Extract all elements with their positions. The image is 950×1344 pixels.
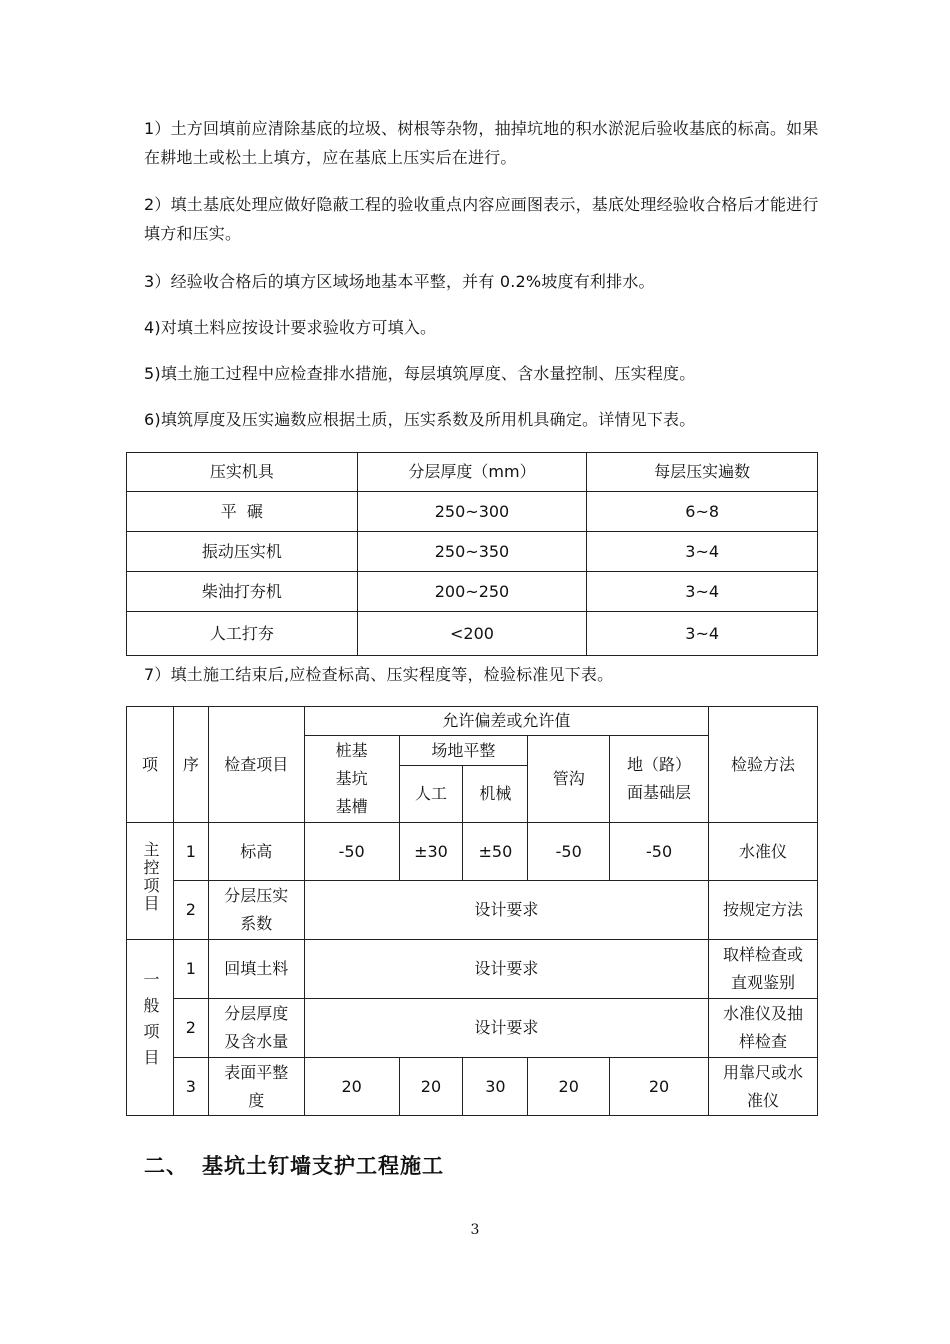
header-ditch: 管沟 [528,736,610,823]
paragraph-6: 6)填筑厚度及压实遍数应根据土质，压实系数及所用机具确定。详情见下表。 [144,410,696,429]
table-row [127,532,818,572]
group-main: 主控项目 [127,823,174,940]
paragraph-3: 3）经验收合格后的填方区域场地基本平整，并有 0.2%坡度有利排水。 [144,272,655,291]
table-cell: 30 [463,1058,528,1116]
header-pile: 桩基基坑基槽 [304,736,399,823]
table-cell: ±30 [399,823,463,881]
table-cell: 设计要求 [304,940,708,999]
table-cell: 3~4 [587,572,818,612]
page-number: 3 [470,1222,480,1238]
table-cell: 表面平整度 [208,1058,304,1116]
table-cell: 1 [173,823,208,881]
table-cell: 20 [304,1058,399,1116]
table-row [127,999,818,1058]
table-row [127,1058,818,1116]
header-seq: 序 [173,707,208,823]
table-cell: 200~250 [357,572,587,612]
table-cell: -50 [610,823,709,881]
table-cell: 用靠尺或水准仪 [709,1058,818,1116]
compaction-table [126,452,818,656]
table-row [127,612,818,656]
header-machine: 机械 [463,766,528,823]
table-cell: 6~8 [587,492,818,532]
header-site: 场地平整 [399,736,528,766]
table-cell: 20 [399,1058,463,1116]
table-cell: ±50 [463,823,528,881]
table-row [127,572,818,612]
table-cell: 20 [528,1058,610,1116]
paragraph-5: 5)填土施工过程中应检查排水措施，每层填筑厚度、含水量控制、压实程度。 [144,364,696,383]
table-cell: 分层压实系数 [208,881,304,940]
header-passes: 每层压实遍数 [587,453,818,492]
table-cell: 250~300 [357,492,587,532]
header-road: 地（路）面基础层 [610,736,709,823]
table-cell: 3~4 [587,612,818,656]
group-general: 一般项目 [127,940,174,1116]
table-cell: <200 [357,612,587,656]
paragraph-7: 7）填土施工结束后,应检查标高、压实程度等，检验标准见下表。 [144,665,614,684]
table-cell: 分层厚度及含水量 [208,999,304,1058]
table-header-row [127,453,818,492]
table-cell: 水准仪及抽样检查 [709,999,818,1058]
table-cell: -50 [304,823,399,881]
table-cell: 250~350 [357,532,587,572]
table-cell: 3~4 [587,532,818,572]
table-cell: 人工打夯 [127,612,358,656]
table-cell: 1 [173,940,208,999]
paragraph-2: 2）填土基底处理应做好隐蔽工程的验收重点内容应画图表示，基底处理经验收合格后才能进行填方和压实。 [144,195,819,243]
table-cell: 平 碾 [127,492,358,532]
table-row [127,492,818,532]
table-row [127,881,818,940]
table-cell: 设计要求 [304,999,708,1058]
inspection-table [126,706,818,1116]
table-cell: 3 [173,1058,208,1116]
table-cell: -50 [528,823,610,881]
table-cell: 按规定方法 [709,881,818,940]
table-cell: 水准仪 [709,823,818,881]
header-thickness: 分层厚度（mm） [357,453,587,492]
table-cell: 振动压实机 [127,532,358,572]
table-cell: 2 [173,881,208,940]
paragraph-1: 1）土方回填前应清除基底的垃圾、树根等杂物，抽掉坑地的积水淤泥后验收基底的标高。如果在耕地土或松土上填方，应在基底上压实后在进行。 [144,119,819,167]
table-cell: 2 [173,999,208,1058]
header-method: 检验方法 [709,707,818,823]
header-machine: 压实机具 [127,453,358,492]
header-check-item: 检查项目 [208,707,304,823]
paragraph-4: 4)对填土料应按设计要求验收方可填入。 [144,318,437,337]
section-heading [144,1150,444,1180]
table-cell: 回填土料 [208,940,304,999]
table-cell: 取样检查或直观鉴别 [709,940,818,999]
table-row [127,940,818,999]
table-cell: 柴油打夯机 [127,572,358,612]
table-cell: 20 [610,1058,709,1116]
header-manual: 人工 [399,766,463,823]
table-cell: 标高 [208,823,304,881]
table-row [127,823,818,881]
section-title: 基坑土钉墙支护工程施工 [202,1154,444,1178]
header-item: 项 [127,707,174,823]
table-cell: 设计要求 [304,881,708,940]
section-number: 二、 [144,1154,188,1178]
header-allowance: 允许偏差或允许值 [304,707,708,736]
